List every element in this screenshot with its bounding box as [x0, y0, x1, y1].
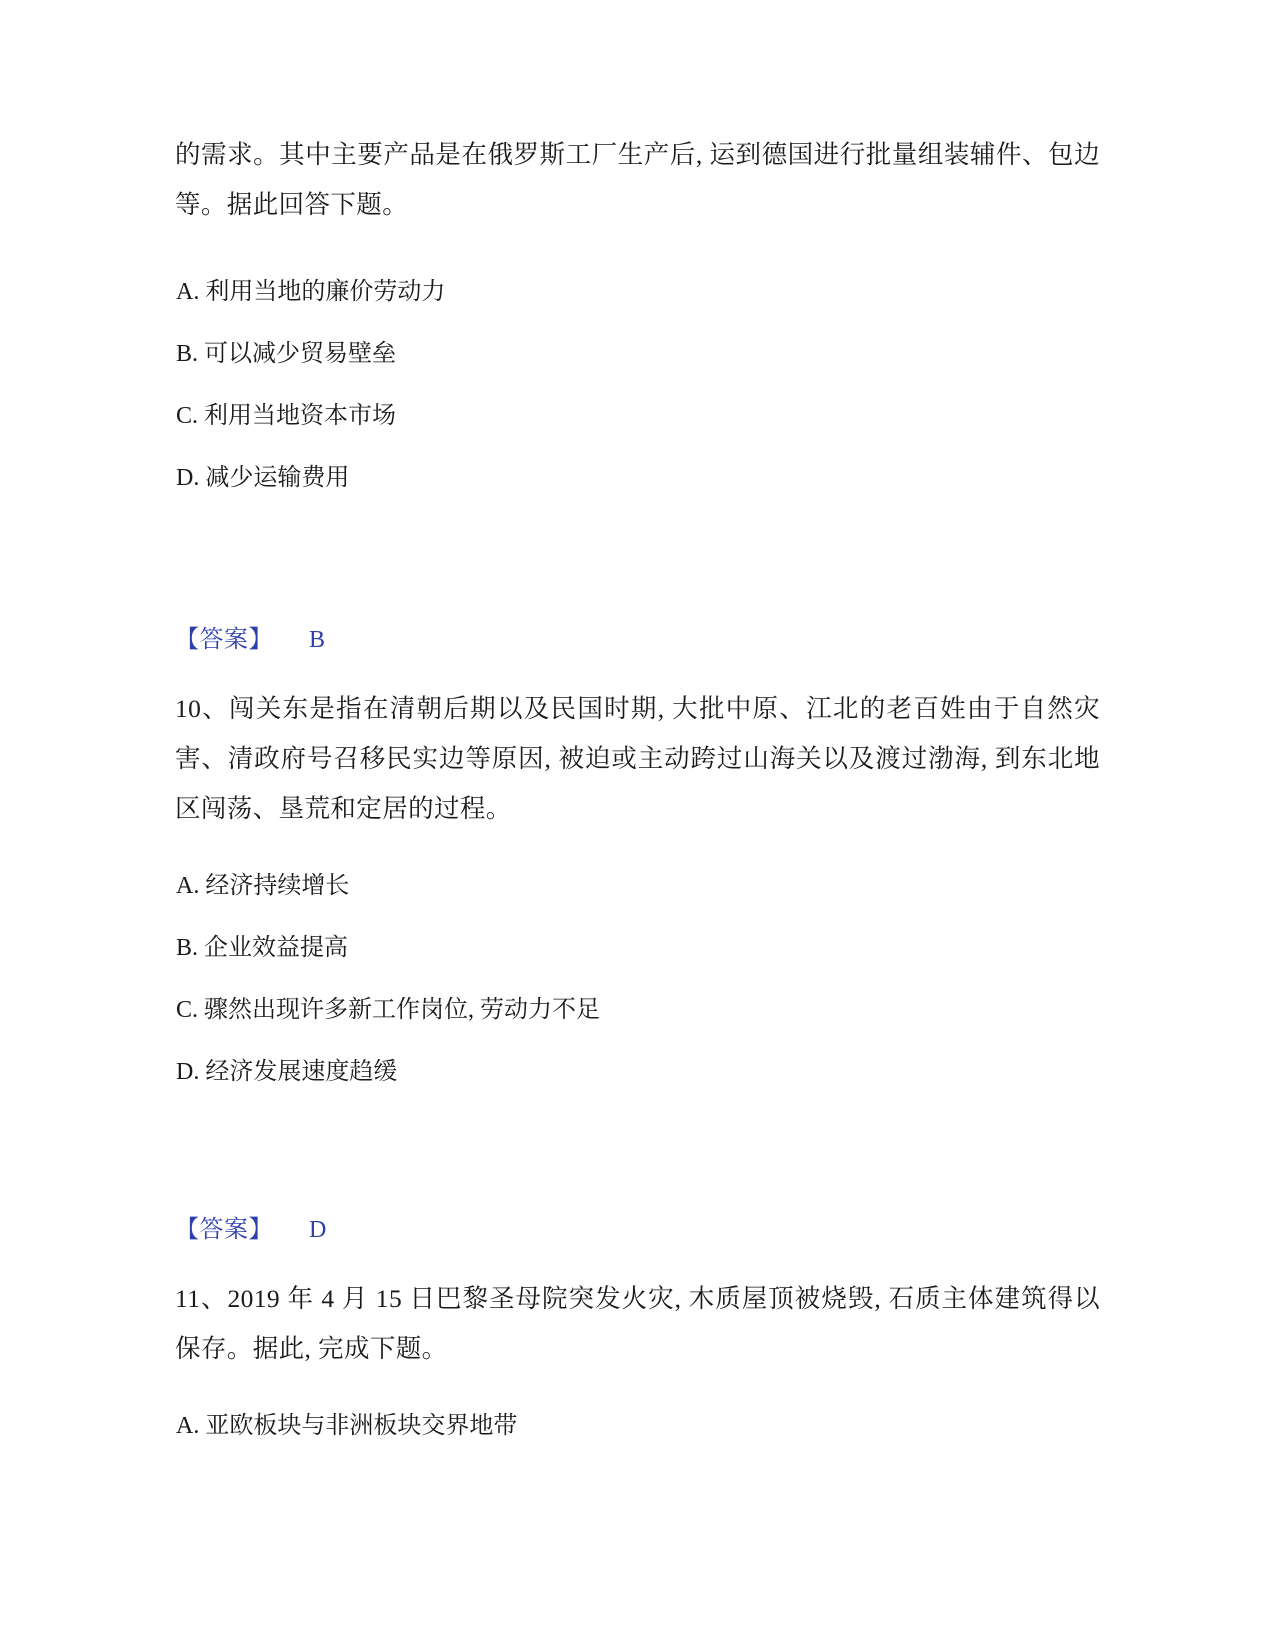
q10-option-a[interactable]: A. 经济持续增长 — [176, 873, 350, 899]
q10-answer-label: 【答案】 — [175, 1217, 273, 1243]
q10-stem: 10、闯关东是指在清朝后期以及民国时期, 大批中原、江北的老百姓由于自然灾害、清政府号召移民实边等原因, 被迫或主动跨过山海关以及渡过渤海, 到东北地区闯荡、垦荒和定居的过程。 — [175, 694, 1100, 823]
q10-option-d[interactable]: D. 经济发展速度趋缓 — [176, 1059, 398, 1085]
q9-option-c[interactable]: C. 利用当地资本市场 — [176, 403, 397, 429]
spacer — [175, 834, 1100, 864]
q10-option-b[interactable]: B. 企业效益提高 — [176, 935, 349, 961]
q9-option-b[interactable]: B. 可以减少贸易壁垒 — [176, 341, 397, 367]
spacer — [175, 500, 1100, 622]
spacer — [175, 1374, 1100, 1404]
spacer — [175, 1094, 1100, 1212]
q11-option-a[interactable]: A. 亚欧板块与非洲板块交界地带 — [176, 1413, 518, 1439]
q9-answer-label: 【答案】 — [175, 627, 273, 653]
q9-option-a[interactable]: A. 利用当地的廉价劳动力 — [176, 279, 446, 305]
spacer — [175, 230, 1100, 270]
intro-paragraph: 的需求。其中主要产品是在俄罗斯工厂生产后, 运到德国进行批量组装辅件、包边等。据此回答下题。 — [175, 140, 1100, 219]
q10-answer-row — [175, 1212, 1100, 1248]
q10-answer-value: D — [309, 1217, 327, 1243]
q11-stem: 11、2019 年 4 月 15 日巴黎圣母院突发火灾, 木质屋顶被烧毁, 石质主体建筑得以保存。据此, 完成下题。 — [175, 1284, 1100, 1363]
spacer — [175, 1248, 1100, 1274]
q10-option-c[interactable]: C. 骤然出现许多新工作岗位, 劳动力不足 — [176, 997, 601, 1023]
q9-option-d[interactable]: D. 减少运输费用 — [176, 465, 350, 491]
spacer — [175, 658, 1100, 684]
q9-answer-row — [175, 622, 1100, 658]
q9-answer-value: B — [309, 627, 326, 653]
